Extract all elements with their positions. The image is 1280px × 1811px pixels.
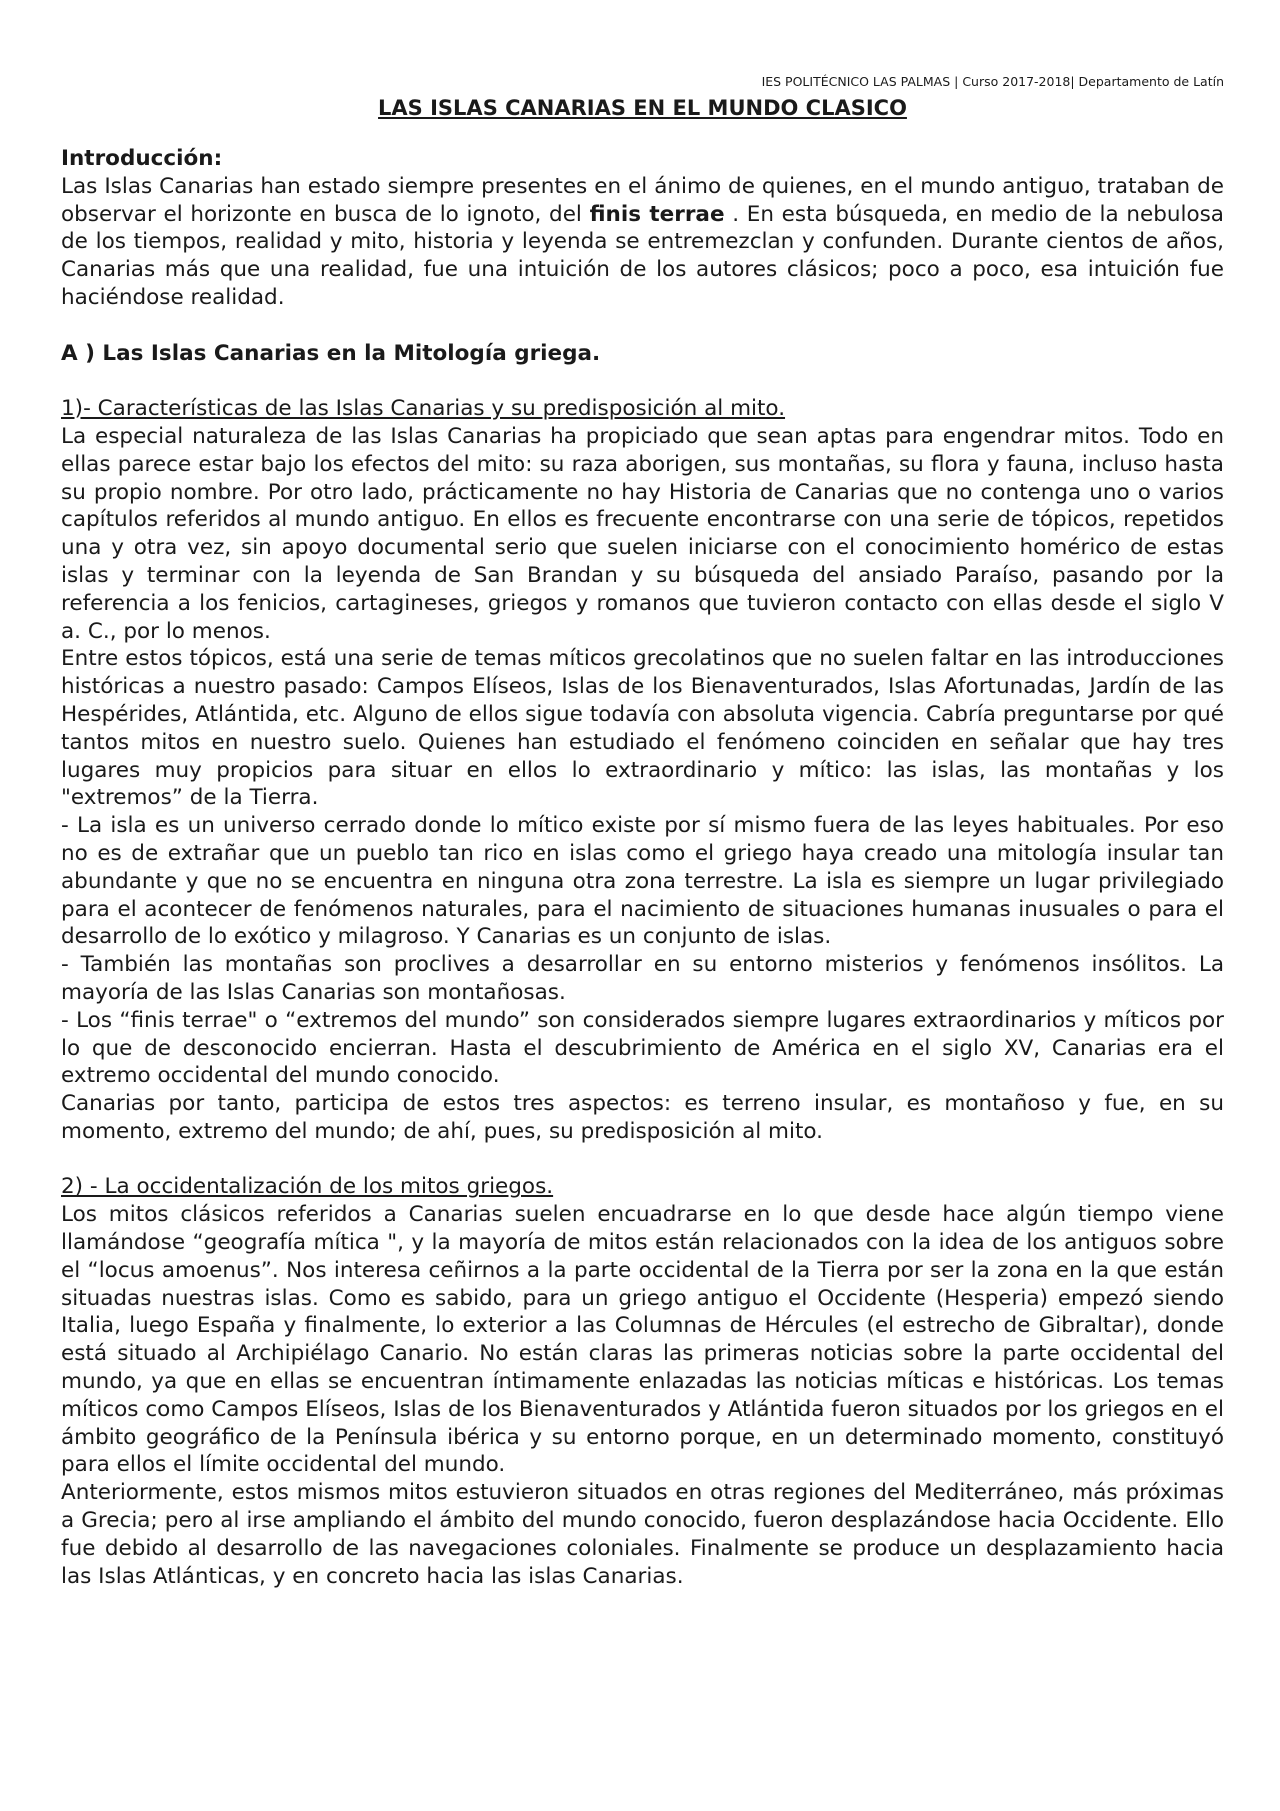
intro-bold-term: finis terrae — [589, 201, 725, 227]
paragraph: - Los “finis terrae" o “extremos del mundo” son considerados siempre lugares extraordinarios y míticos por lo que de desconocido encierran. Hasta el descubrimiento de América en el siglo XV, Canarias era el extremo occidental del mundo conocido. — [61, 1007, 1224, 1089]
subsection-2-heading: 2) - La occidentalización de los mitos griegos. — [61, 1174, 554, 1200]
paragraph: Canarias por tanto, participa de estos tres aspectos: es terreno insular, es montañoso y fue, en su momento, extremo del mundo; de ahí, pues, su predisposición al mito. — [61, 1091, 1224, 1144]
paragraph: La especial naturaleza de las Islas Canarias ha propiciado que sean aptas para engendrar mitos. Todo en ellas parece estar bajo los efectos del mito: su raza aborigen, sus montañas, su flora y fauna, incluso hasta su propio nombre. Por otro lado, prácticamente no hay Historia de Canarias que no contenga uno o varios capítulos referidos al mundo antiguo. En ellos es frecuente encontrarse con una serie de tópicos, repetidos una y otra vez, sin apoyo documental serio que suelen iniciarse con el conocimiento homérico de estas islas y terminar con la leyenda de San Brandan y su búsqueda del ansiado Paraíso, pasando por la referencia a los fenicios, cartagineses, griegos y romanos que tuvieron contacto con ellas desde el siglo V a. C., por lo menos. — [61, 423, 1224, 644]
spacer — [61, 312, 1224, 340]
intro-heading: Introducción: — [61, 146, 223, 171]
document-title: LAS ISLAS CANARIAS EN EL MUNDO CLASICO — [378, 96, 907, 120]
spacer — [61, 367, 1224, 395]
paragraph: Entre estos tópicos, está una serie de temas míticos grecolatinos que no suelen faltar en las introducciones históricas a nuestro pasado: Campos Elíseos, Islas de los Bienaventurados, Islas Afortunadas, Jardín de las Hespérides, Atlántida, etc. Alguno de ellos sigue todavía con absoluta vigencia. Cabría preguntarse por qué tantos mitos en nuestro suelo. Quienes han estudiado el fenómeno coinciden en señalar que hay tres lugares muy propicios para situar en ellos lo extraordinario y mítico: las islas, las montañas y los "extremos” de la Tierra. — [61, 646, 1224, 811]
spacer — [61, 1146, 1224, 1174]
paragraph: Los mitos clásicos referidos a Canarias suelen encuadrarse en lo que desde hace algún tiempo viene llamándose “geografía mítica ", y la mayoría de mitos están relacionados con la idea de los antiguos sobre el “locus amoenus”. Nos interesa ceñirnos a la parte occidental de la Tierra por ser la zona en la que están situadas nuestras islas. Como es sabido, para un griego antiguo el Occidente (Hesperia) empezó siendo Italia, luego España y finalmente, lo exterior a las Columnas de Hércules (el estrecho de Gibraltar), donde está situado al Archipiélago Canario. No están claras las primeras noticias sobre la parte occidental del mundo, ya que en ellas se encuentran íntimamente enlazadas las noticias míticas e históricas. Los temas míticos como Campos Elíseos, Islas de los Bienaventurados y Atlántida fueron situados por los griegos en el ámbito geográfico de la Península ibérica y su entorno porque, en un determinado momento, constituyó para ellos el límite occidental del mundo. — [61, 1202, 1224, 1478]
page-header: IES POLITÉCNICO LAS PALMAS | Curso 2017-2018| Departamento de Latín — [761, 74, 1224, 89]
subsection-1-heading: 1)- Características de las Islas Canarias y su predisposición al mito. — [61, 396, 786, 422]
paragraph: Anteriormente, estos mismos mitos estuvieron situados en otras regiones del Mediterráneo, más próximas a Grecia; pero al irse ampliando el ámbito del mundo conocido, fueron desplazándose hacia Occidente. Ello fue debido al desarrollo de las navegaciones coloniales. Finalmente se produce un desplazamiento hacia las Islas Atlánticas, y en concreto hacia las islas Canarias. — [61, 1480, 1224, 1589]
paragraph: - También las montañas son proclives a desarrollar en su entorno misterios y fenómenos insólitos. La mayoría de las Islas Canarias son montañosas. — [61, 952, 1224, 1005]
intro-paragraph — [61, 173, 1224, 312]
section-a-heading: A ) Las Islas Canarias en la Mitología griega. — [61, 340, 601, 366]
document-page — [61, 74, 1224, 1590]
intro-text-before: Las Islas Canarias han estado siempre presentes en el ánimo de quienes, en el mundo antiguo, trataban de observar el horizonte en busca de lo ignoto, del — [61, 173, 1224, 227]
paragraph: - La isla es un universo cerrado donde lo mítico existe por sí mismo fuera de las leyes habituales. Por eso no es de extrañar que un pueblo tan rico en islas como el griego haya creado una mitología insular tan abundante y que no se encuentra en ninguna otra zona terrestre. La isla es siempre un lugar privilegiado para el acontecer de fenómenos naturales, para el nacimiento de situaciones humanas inusuales o para el desarrollo de lo exótico y milagroso. Y Canarias es un conjunto de islas. — [61, 813, 1224, 950]
intro-text-after: . En esta búsqueda, en medio de la nebulosa de los tiempos, realidad y mito, historia y leyenda se entremezclan y confunden. Durante cientos de años, Canarias más que una realidad, fue una intuición de los autores clásicos; poco a poco, esa intuición fue haciéndose realidad. — [61, 201, 1224, 310]
